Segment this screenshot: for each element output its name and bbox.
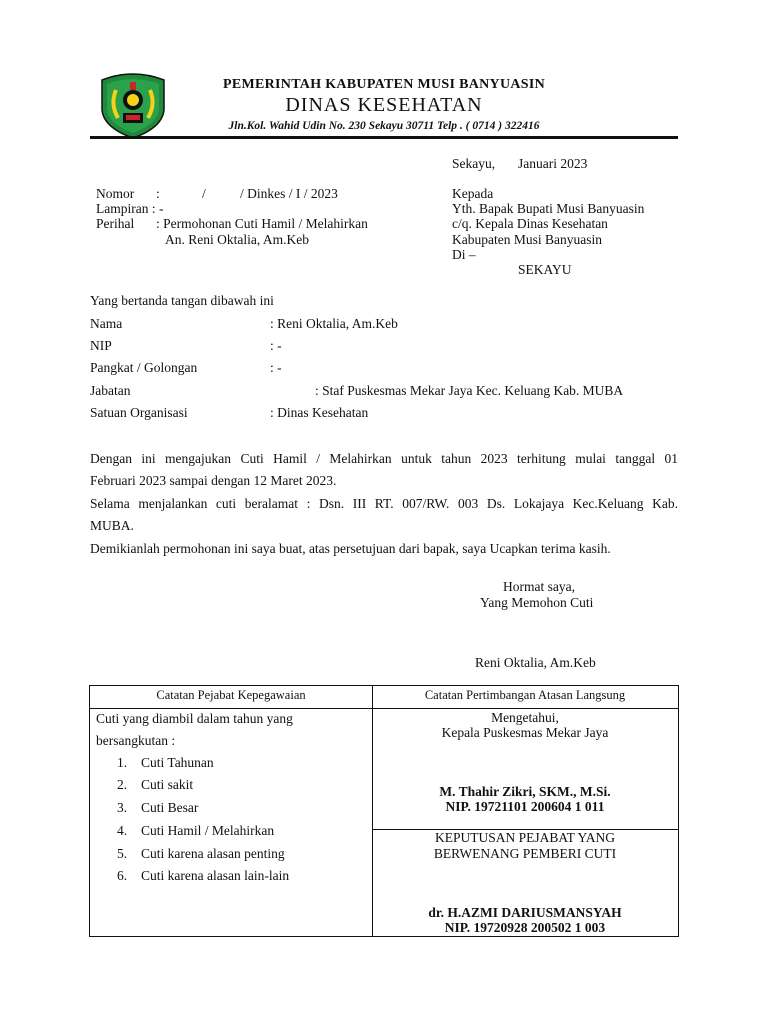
header-agency: DINAS KESEHATAN — [285, 94, 483, 116]
jabatan-value: : Staf Puskesmas Mekar Jaya Kec. Keluang Kab. MUBA — [315, 383, 624, 398]
cuti-item-label: Cuti karena alasan penting — [141, 846, 285, 861]
satuan-label: Satuan Organisasi — [90, 405, 188, 420]
atasan-name: M. Thahir Zikri, SKM., M.Si. — [439, 784, 611, 799]
nip-value: : - — [270, 338, 282, 353]
pejabat-nip: NIP. 19720928 200502 1 003 — [444, 920, 606, 935]
cuti-intro: Cuti yang diambil dalam tahun yang — [96, 711, 293, 726]
letterhead-divider — [90, 136, 678, 139]
perihal-value-2: An. Reni Oktalia, Am.Keb — [165, 232, 309, 247]
cuti-item-label: Cuti Besar — [141, 800, 199, 815]
keputusan-title-2: BERWENANG PEMBERI CUTI — [433, 846, 617, 861]
pangkat-value: : - — [270, 360, 282, 375]
kepada-6: SEKAYU — [518, 262, 572, 277]
jabatan-label: Jabatan — [90, 383, 131, 398]
body-paragraph-1-cont: Februari 2023 sampai dengan 12 Maret 2023. — [90, 473, 337, 488]
cuti-intro-2: bersangkutan : — [96, 733, 176, 748]
kepada-3: c/q. Kepala Dinas Kesehatan — [452, 216, 608, 231]
atasan-nip: NIP. 19721101 200604 1 011 — [445, 799, 605, 814]
pejabat-name: dr. H.AZMI DARIUSMANSYAH — [428, 905, 622, 920]
cuti-item-no: 3. — [117, 800, 128, 815]
header-government: PEMERINTAH KABUPATEN MUSI BANYUASIN — [222, 77, 546, 92]
cuti-item-label: Cuti Hamil / Melahirkan — [141, 823, 275, 838]
cuti-item-no: 4. — [117, 823, 128, 838]
satuan-value: : Dinas Kesehatan — [270, 405, 369, 420]
intro-text: Yang bertanda tangan dibawah ini — [90, 293, 274, 308]
nama-label: Nama — [90, 316, 123, 331]
nama-value: : Reni Oktalia, Am.Keb — [270, 316, 398, 331]
kepala-puskesmas: Kepala Puskesmas Mekar Jaya — [441, 725, 609, 740]
approval-table — [89, 685, 679, 937]
cuti-item-no: 6. — [117, 868, 128, 883]
nomor-slash: / — [202, 186, 206, 201]
col1-header: Catatan Pejabat Kepegawaian — [156, 688, 306, 702]
body-paragraph-2-cont: MUBA. — [90, 518, 134, 533]
col2-header: Catatan Pertimbangan Atasan Langsung — [424, 688, 626, 702]
sign-role: Yang Memohon Cuti — [480, 595, 594, 610]
perihal-value: : Permohonan Cuti Hamil / Melahirkan — [156, 216, 368, 231]
kepada-1: Kepada — [452, 186, 494, 201]
cuti-item-no: 1. — [117, 755, 128, 770]
cuti-item-no: 2. — [117, 777, 128, 792]
cuti-item-label: Cuti karena alasan lain-lain — [141, 868, 290, 883]
body-paragraph-2: Selama menjalankan cuti beralamat : Dsn. III RT. 007/RW. 003 Ds. Lokajaya Kec.Keluang Kab. — [90, 496, 678, 511]
nomor-colon: : — [156, 186, 160, 201]
letter-place: Sekayu, — [452, 156, 496, 171]
kepada-4: Kabupaten Musi Banyuasin — [452, 232, 602, 247]
mengetahui: Mengetahui, — [491, 710, 559, 725]
letter-date: Januari 2023 — [518, 156, 588, 171]
cuti-item-no: 5. — [117, 846, 128, 861]
pangkat-label: Pangkat / Golongan — [90, 360, 198, 375]
table-header-divider — [90, 708, 678, 709]
nip-label: NIP — [90, 338, 112, 353]
body-paragraph-3: Demikianlah permohonan ini saya buat, atas persetujuan dari bapak, saya Ucapkan terima kasih. — [90, 541, 611, 556]
body-paragraph-1: Dengan ini mengajukan Cuti Hamil / Melahirkan untuk tahun 2023 terhitung mulai tanggal 01 — [90, 451, 678, 466]
sign-greeting: Hormat saya, — [503, 579, 575, 594]
cuti-item-label: Cuti Tahunan — [141, 755, 214, 770]
keputusan-title: KEPUTUSAN PEJABAT YANG — [434, 830, 616, 845]
kepada-2: Yth. Bapak Bupati Musi Banyuasin — [452, 201, 645, 216]
kepada-5: Di – — [452, 247, 476, 262]
cuti-item-label: Cuti sakit — [141, 777, 194, 792]
perihal-label: Perihal — [96, 216, 135, 231]
header-address: Jln.Kol. Wahid Udin No. 230 Sekayu 30711 Telp . ( 0714 ) 322416 — [228, 120, 540, 132]
lampiran: Lampiran : - — [96, 201, 164, 216]
sign-name: Reni Oktalia, Am.Keb — [475, 655, 596, 670]
nomor-label: Nomor — [96, 186, 135, 201]
nomor-value: / Dinkes / I / 2023 — [240, 186, 338, 201]
